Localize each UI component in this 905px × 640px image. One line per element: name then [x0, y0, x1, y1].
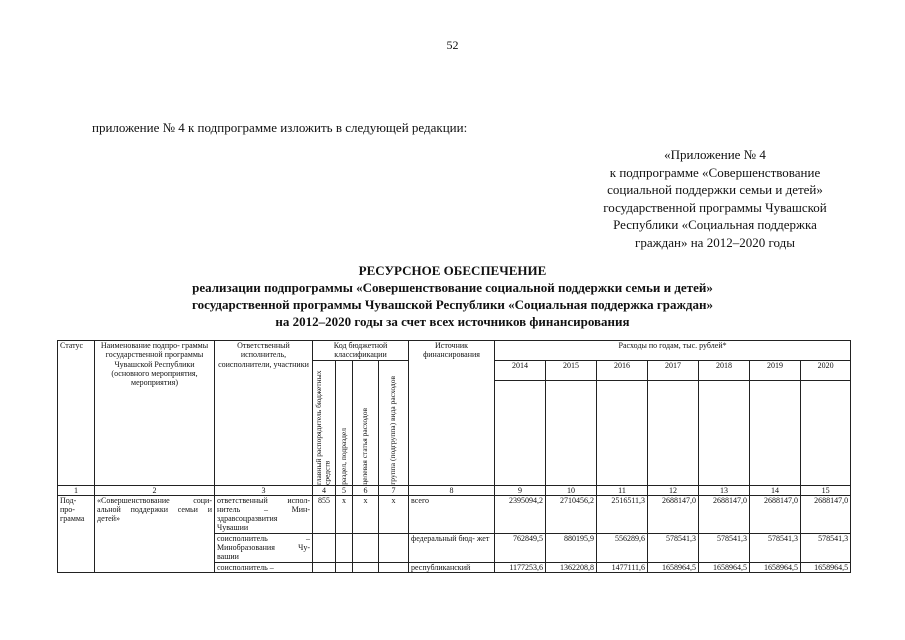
- intro-text: приложение № 4 к подпрограмме изложить в следующей редакции:: [92, 120, 468, 135]
- header-row: [58, 341, 851, 361]
- row-value: 578541,3: [801, 533, 851, 562]
- header-executor: Ответственный исполнитель, соисполнители, участники: [215, 341, 313, 486]
- column-number: 15: [801, 485, 851, 495]
- header-year: 2019: [750, 360, 801, 380]
- header-code-column: целевая статья расходов: [353, 360, 379, 485]
- row-status: Под- про- грамма: [58, 495, 95, 572]
- row-code: [313, 562, 336, 572]
- row-code: x: [336, 495, 353, 533]
- row-value: 1658964,5: [801, 562, 851, 572]
- row-value: 1658964,5: [750, 562, 801, 572]
- row-value: 2516511,3: [597, 495, 648, 533]
- row-value: 1177253,6: [495, 562, 546, 572]
- row-value: 2688147,0: [750, 495, 801, 533]
- row-value: 2688147,0: [801, 495, 851, 533]
- column-number: 6: [353, 485, 379, 495]
- document-heading: [0, 262, 905, 330]
- appendix-line: государственной программы Чувашской: [603, 199, 827, 215]
- row-value: 1362208,8: [546, 562, 597, 572]
- row-value: 556289,6: [597, 533, 648, 562]
- header-status: Статус: [58, 341, 95, 486]
- header-expenses: Расходы по годам, тыс. рублей*: [495, 341, 851, 361]
- heading-line: на 2012–2020 годы за счет всех источников финансирования: [275, 314, 630, 329]
- row-code: [379, 562, 409, 572]
- header-year: 2014: [495, 360, 546, 380]
- row-value: 1477111,6: [597, 562, 648, 572]
- row-executor: соисполнитель – Минобразования Чу- вашии: [215, 533, 313, 562]
- column-number: 1: [58, 485, 95, 495]
- header-budget-code: Код бюджетной классификации: [313, 341, 409, 361]
- column-number: 8: [409, 485, 495, 495]
- header-year: 2020: [801, 360, 851, 380]
- row-code: x: [353, 495, 379, 533]
- row-code: [313, 533, 336, 562]
- header-year: 2015: [546, 360, 597, 380]
- row-value: 2395094,2: [495, 495, 546, 533]
- column-number: 4: [313, 485, 336, 495]
- appendix-line: Республики «Социальная поддержка: [613, 217, 817, 232]
- row-value: 2688147,0: [648, 495, 699, 533]
- header-name: Наименование подпро- граммы государственной программы Чувашской Республики (основного мероприятия, мероприятия): [95, 341, 215, 486]
- appendix-line: «Приложение № 4: [664, 147, 766, 162]
- row-value: 2688147,0: [699, 495, 750, 533]
- appendix-line: к подпрограмме «Совершенствование: [609, 164, 821, 180]
- header-code-column: раздел, подраздел: [336, 360, 353, 485]
- column-number: 3: [215, 485, 313, 495]
- resource-table: [57, 340, 851, 573]
- row-value: 880195,9: [546, 533, 597, 562]
- row-value: 578541,3: [750, 533, 801, 562]
- row-value: 2710456,2: [546, 495, 597, 533]
- header-year: 2018: [699, 360, 750, 380]
- header-year: 2016: [597, 360, 648, 380]
- column-number: 13: [699, 485, 750, 495]
- row-value: 578541,3: [699, 533, 750, 562]
- row-executor: ответственный испол- нитель – Мин- здравсоцразвития Чувашии: [215, 495, 313, 533]
- row-name: «Совершенствование соци- альной поддержки семьи и детей»: [95, 495, 215, 572]
- header-code-column: главный распорядитель бюджетных средств: [313, 360, 336, 485]
- row-value: 578541,3: [648, 533, 699, 562]
- row-source: всего: [409, 495, 495, 533]
- header-code-column: группа (подгруппа) вида расходов: [379, 360, 409, 485]
- row-value: 1658964,5: [699, 562, 750, 572]
- heading-line: реализации подпрограммы «Совершенствование социальной поддержки семьи и детей»: [192, 280, 713, 295]
- row-executor: соисполнитель –: [215, 562, 313, 572]
- row-code: [336, 533, 353, 562]
- appendix-line: социальной поддержки семьи и детей»: [607, 182, 823, 197]
- row-code: [379, 533, 409, 562]
- column-number: 14: [750, 485, 801, 495]
- appendix-reference: [560, 146, 870, 251]
- heading-line: государственной программы Чувашской Республики «Социальная поддержка граждан»: [192, 297, 713, 312]
- row-source: федеральный бюд- жет: [409, 533, 495, 562]
- row-code: [336, 562, 353, 572]
- heading-title: РЕСУРСНОЕ ОБЕСПЕЧЕНИЕ: [358, 263, 547, 278]
- row-value: 1658964,5: [648, 562, 699, 572]
- column-number: 11: [597, 485, 648, 495]
- row-code: 855: [313, 495, 336, 533]
- appendix-line: граждан» на 2012–2020 годы: [635, 234, 795, 250]
- table-row: [58, 495, 851, 533]
- column-number: 10: [546, 485, 597, 495]
- row-code: [353, 562, 379, 572]
- row-code: x: [379, 495, 409, 533]
- header-year: 2017: [648, 360, 699, 380]
- column-number: 12: [648, 485, 699, 495]
- row-source: республиканский: [409, 562, 495, 572]
- column-number: 2: [95, 485, 215, 495]
- column-number: 9: [495, 485, 546, 495]
- page-number: 52: [446, 38, 459, 52]
- header-source: Источник финансирования: [409, 341, 495, 486]
- column-number: 7: [379, 485, 409, 495]
- row-code: [353, 533, 379, 562]
- column-number-row: [58, 485, 851, 495]
- column-number: 5: [336, 485, 353, 495]
- row-value: 762849,5: [495, 533, 546, 562]
